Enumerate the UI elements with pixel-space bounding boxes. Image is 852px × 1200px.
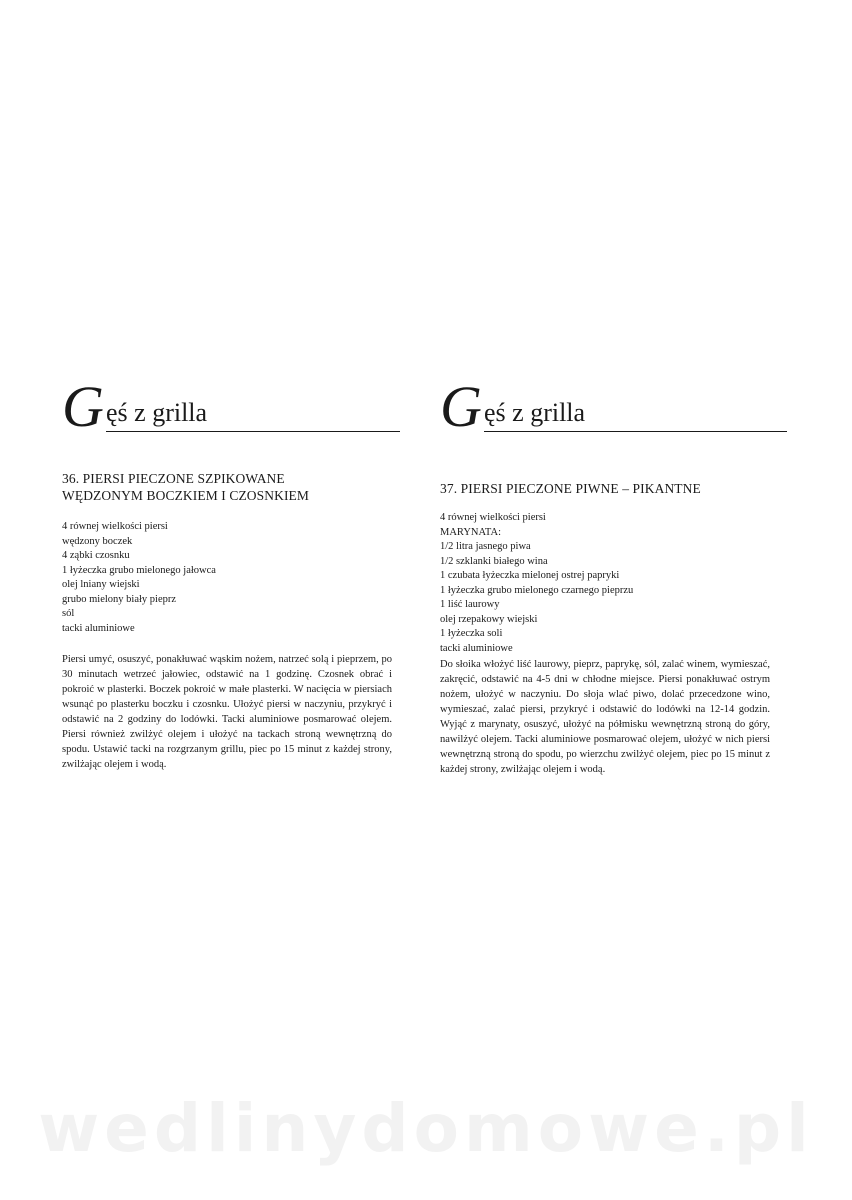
recipe-method: Piersi umyć, osuszyć, ponakłuwać wąskim nożem, natrzeć solą i pieprzem, po 30 minutach wetrzeć jałowiec, odstawić na 1 godzinę. Czosnek obrać i pokroić w plasterki. Boczek pokroić w małe plasterki. W nacięcia w piersiach wsunąć po plasterku boczku i czosnku. Ułożyć piersi w naczyniu, przykryć i odstawić na 2 godziny do lodówki. Tacki aluminiowe posmarować olejem. Piersi również zwilżyć olejem i ułożyć na tackach stroną wewnętrzną do spodu. Ustawić tacki na rozgrzanym grillu, piec po 15 minut z każdej strony, zwilżając olejem i wodą.	[62, 654, 392, 770]
header-rule	[484, 431, 787, 432]
header-rule	[106, 431, 400, 432]
ingredient-item: 1 łyżeczka soli	[440, 628, 503, 639]
ingredients-list	[62, 520, 216, 636]
chapter-header-text: ęś z grilla	[106, 398, 208, 427]
recipe-title-line: 37. PIERSI PIECZONE PIWNE – PIKANTNE	[440, 481, 701, 496]
ingredient-item: 1 liść laurowy	[440, 599, 500, 610]
chapter-header-text: ęś z grilla	[484, 398, 586, 427]
ingredient-item: 4 ząbki czosnku	[62, 550, 130, 561]
ingredient-item: 4 równej wielkości piersi	[62, 521, 168, 532]
recipe-method: Do słoika włożyć liść laurowy, pieprz, paprykę, sól, zalać winem, wymieszać, zakręcić, odstawić na 4-5 dni w chłodne miejsce. Piersi ponakłuwać ostrym nożem, ułożyć w naczyniu. Do słoja wlać piwo, dolać przecedzone wino, wymieszać, zalać piersi, przykryć i odstawić do lodówki na 12-14 godzin. Wyjąć z marynaty, osuszyć, ułożyć na półmisku wewnętrzną stroną do góry, nawilżyć olejem. Tacki aluminiowe posmarować olejem, ułożyć w nich piersi wewnętrzną stroną do spodu, po wierzchu zwilżyć olejem, piec po 15 minut z każdej strony, zwilżając olejem i wodą.	[440, 659, 770, 775]
ingredient-item: tacki aluminiowe	[440, 642, 513, 654]
recipe-title-line: 36. PIERSI PIECZONE SZPIKOWANE	[62, 471, 285, 486]
chapter-header	[62, 374, 442, 439]
ingredient-item: 1 czubata łyżeczka mielonej ostrej papryki	[440, 570, 620, 581]
ingredient-item: sól	[62, 608, 75, 619]
ingredient-item: 1 łyżeczka grubo mielonego czarnego pieprzu	[440, 584, 634, 596]
ingredient-item: grubo mielony biały pieprz	[62, 593, 177, 605]
ingredient-item: 1/2 szklanki białego wina	[440, 555, 548, 567]
marinade-heading: MARYNATA:	[440, 526, 502, 538]
chapter-header-initial: G	[62, 374, 102, 439]
ingredient-item: 4 równej wielkości piersi	[440, 512, 546, 523]
recipe-title	[62, 470, 392, 504]
watermark: wedlinydomowe.pl	[38, 1090, 814, 1167]
chapter-header	[440, 374, 790, 439]
ingredient-item: tacki aluminiowe	[62, 622, 135, 634]
recipe-title	[440, 480, 770, 497]
ingredient-item: 1 łyżeczka grubo mielonego jałowca	[62, 564, 216, 576]
ingredient-item: wędzony boczek	[62, 535, 133, 547]
ingredient-item: 1/2 litra jasnego piwa	[440, 541, 531, 552]
ingredient-item: olej rzepakowy wiejski	[440, 613, 538, 625]
ingredients-list	[440, 511, 633, 656]
chapter-header-initial: G	[440, 374, 480, 439]
recipe-title-line: WĘDZONYM BOCZKIEM I CZOSNKIEM	[62, 488, 310, 503]
ingredient-item: olej lniany wiejski	[62, 579, 140, 590]
